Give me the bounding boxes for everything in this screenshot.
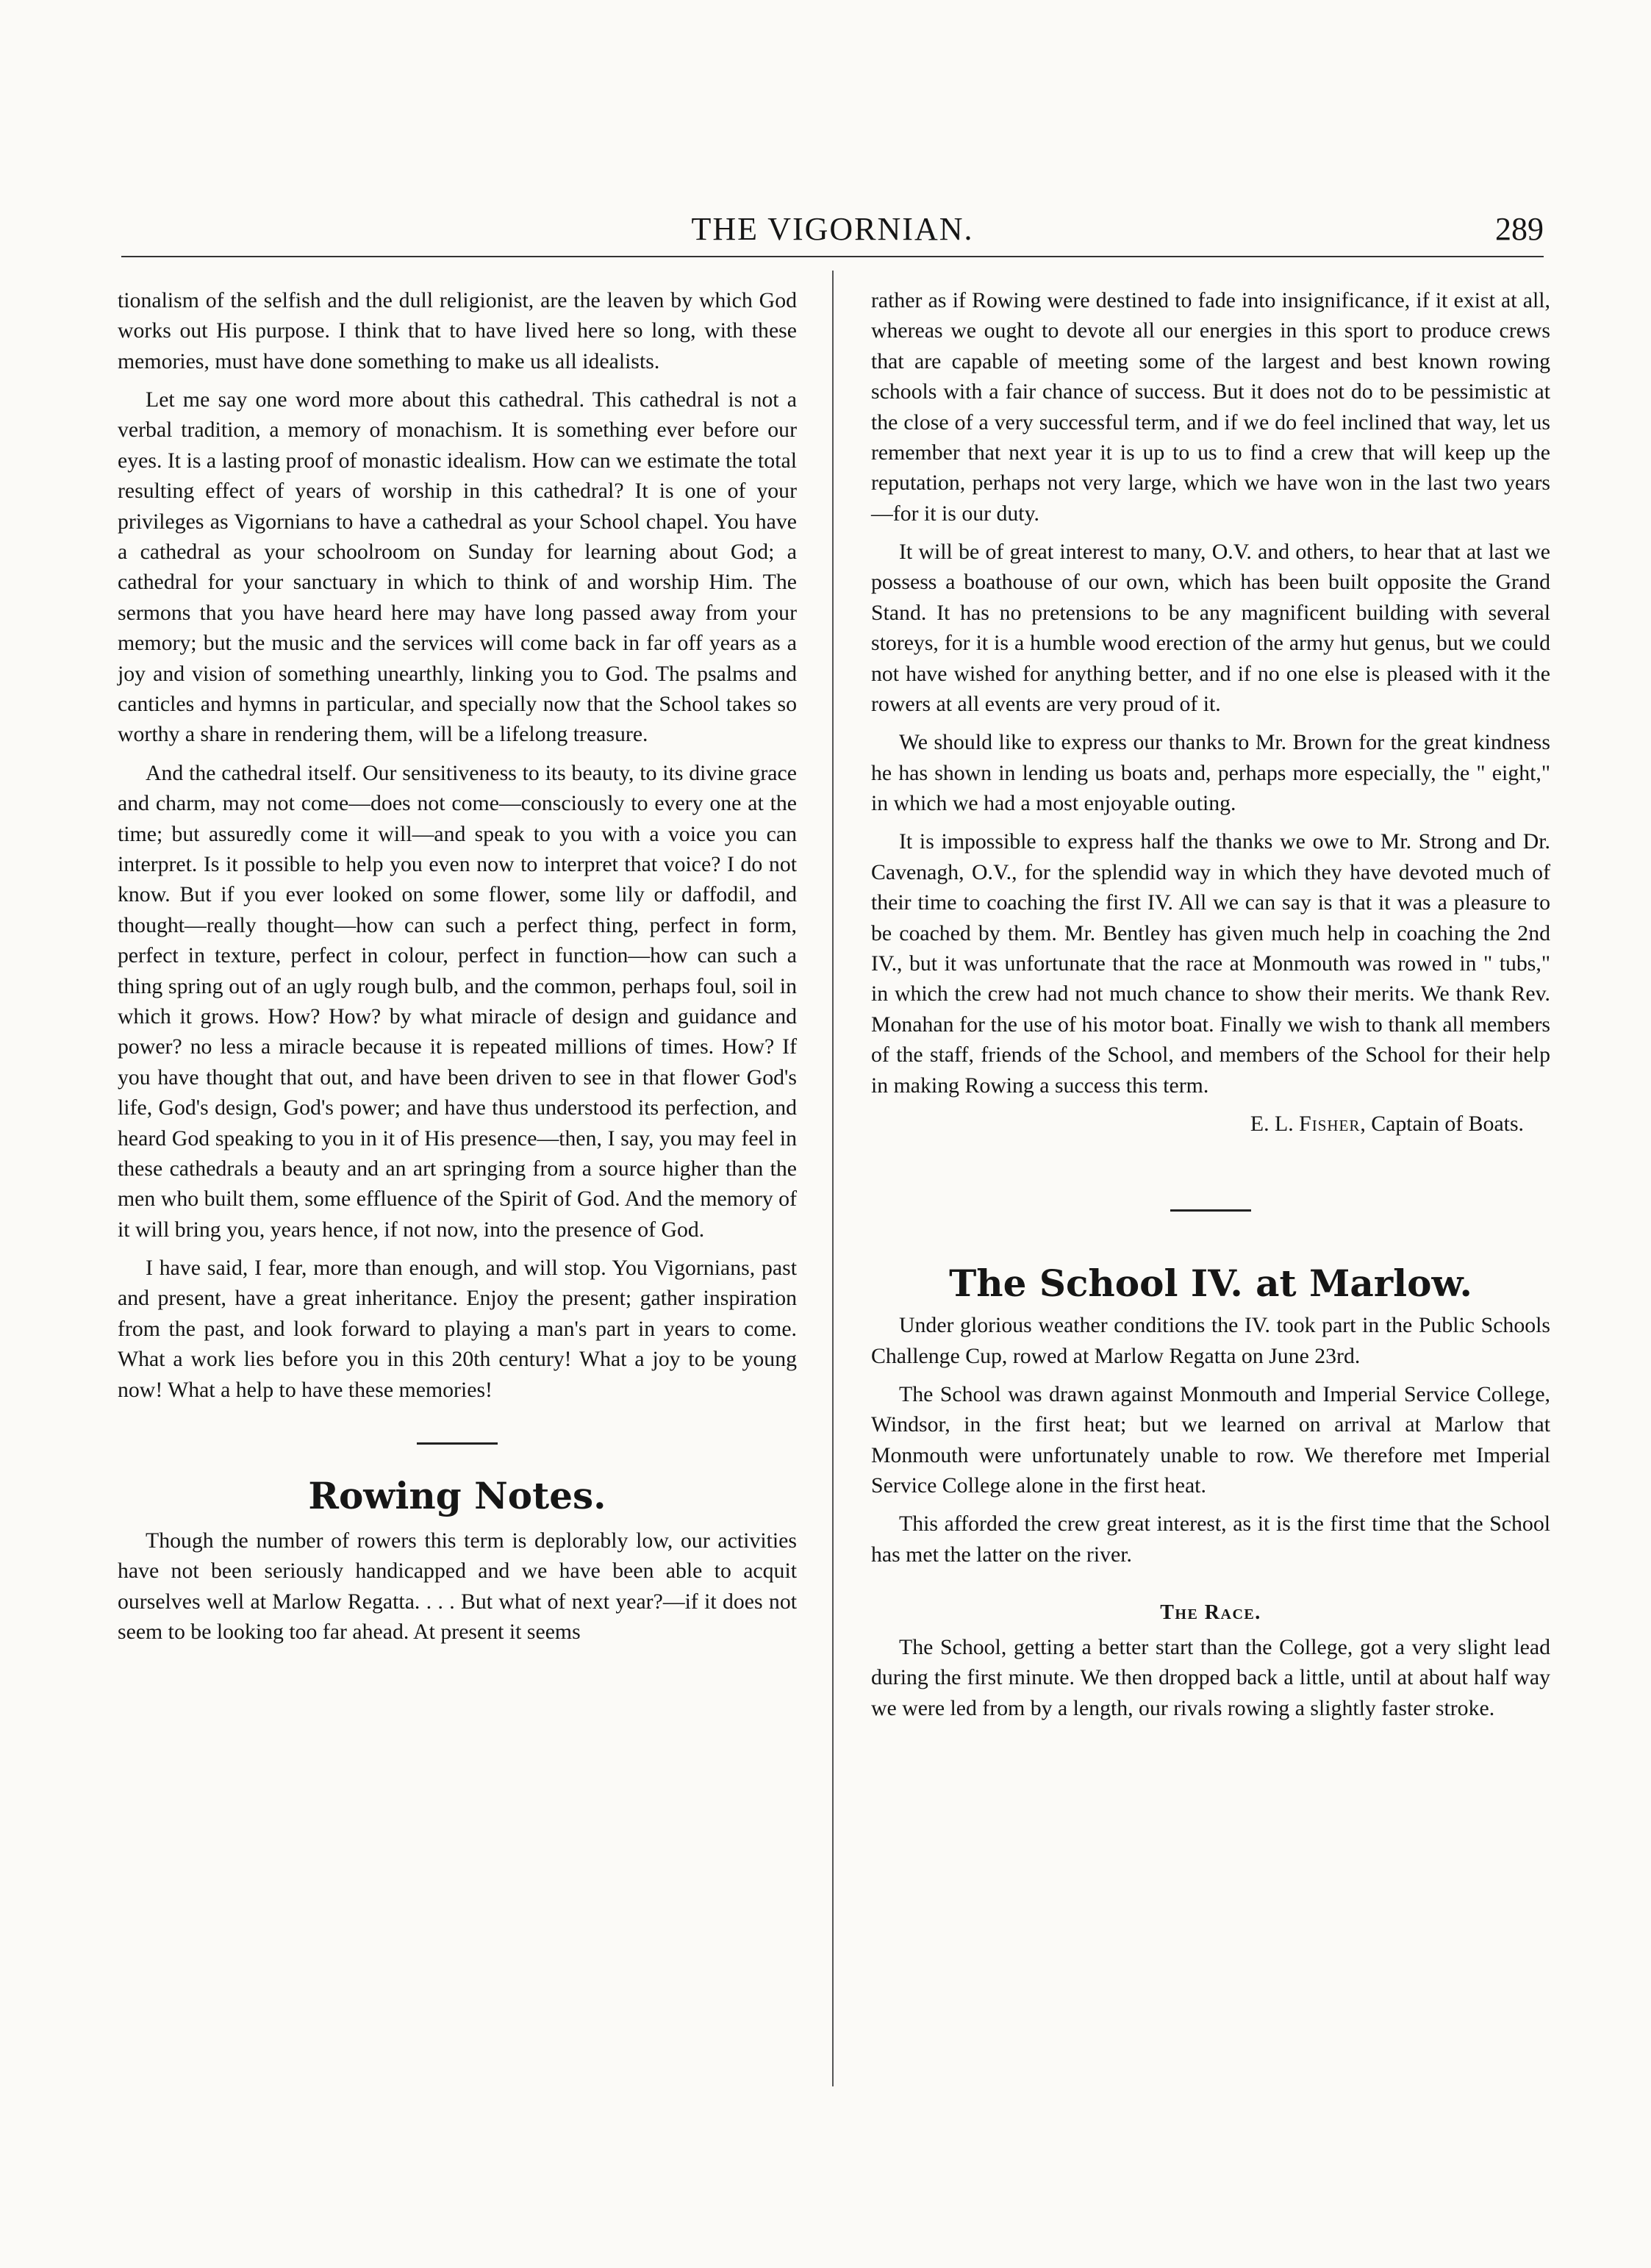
body-paragraph: We should like to express our thanks to Mr. Brown for the great kindness he has shown in lending us boats and, perhaps more especially, the " eight," in which we had a most enjoyable outing. — [871, 730, 1550, 816]
body-paragraph: It is impossible to express half the thanks we owe to Mr. Strong and Dr. Cavenagh, O.V., for the splendid way in which they have devoted much of their time to coaching the first IV. All we can say is that it was a pleasure to be coached by them. Mr. Bentley has given much help in coaching the 2nd IV., but it was unfortunate that the race at Monmouth was rowed in " tubs," in which the crew had not much chance to show their merits. We thank Rev. Monahan for the use of his motor boat. Finally we wish to thank all members of the staff, friends of the School, and members of the School for their help in making Rowing a success this term. — [871, 829, 1550, 1098]
body-paragraph: This afforded the crew great interest, as it is the first time that the School has met the latter on the river. — [871, 1512, 1550, 1567]
body-paragraph: The School was drawn against Monmouth and Imperial Service College, Windsor, in the first heat; but we learned on arrival at Marlow that Monmouth were unfortunately unable to row. We therefore met Imperial Service College alone in the first heat. — [871, 1381, 1550, 1498]
rowing-notes-heading: Rowing Notes. — [308, 1473, 606, 1517]
body-paragraph: rather as if Rowing were destined to fade into insignificance, if it exist at all, whereas we ought to devote all our energies in this sport to produce crews that are capable of meeting some of the largest and best known rowing schools with a fair chance of success. But it does not do to be pessimistic at the close of a very successful term, and if we do feel inclined that way, let us remember that next year it is up to us to find a crew that will keep up the reputation, perhaps not very large, which we have won in the last two years—for it is our duty. — [871, 288, 1550, 526]
race-subheading: The Race. — [1160, 1600, 1261, 1624]
signature-initials: E. L. — [1250, 1111, 1294, 1136]
left-column — [118, 285, 797, 1655]
signature-surname: Fisher — [1299, 1111, 1361, 1136]
body-paragraph: I have said, I fear, more than enough, and will stop. You Vigornians, past and present, have a great inheritance. Enjoy the present; gather inspiration from the past, and look forward to playing a man's part in years to come. What a work lies before you in this 20th century! What a joy to be young now! What a help to have these memories! — [118, 1255, 797, 1402]
body-paragraph: It will be of great interest to many, O.V. and others, to hear that at last we possess a boathouse of our own, which has been built opposite the Grand Stand. It has no pretensions to be any magnificent building with several storeys, for it is a humble wood erection of the army hut genus, but we could not have wished for anything better, and if no one else is pleased with it the rowers at all events are very proud of it. — [871, 540, 1550, 717]
right-column — [871, 285, 1550, 1731]
body-paragraph: Under glorious weather conditions the IV. took part in the Public Schools Challenge Cup, rowed at Marlow Regatta on June 23rd. — [871, 1313, 1550, 1368]
body-paragraph: tionalism of the selfish and the dull religionist, are the leaven by which God works out His purpose. I think that to have lived here so long, with these memories, must have done something to make us all idealists. — [118, 288, 797, 373]
body-paragraph: Let me say one word more about this cathedral. This cathedral is not a verbal tradition, a memory of monachism. It is something ever before our eyes. It is a lasting proof of monastic idealism. How can we estimate the total resulting effect of years of worship in this cathedral? It is one of your privileges as Vigornians to have a cathedral as your School chapel. You have a cathedral as your schoolroom on Sunday for learning about God; a cathedral for your sanctuary in which to think of and worship Him. The sermons that you have heard here may have long passed away from your memory; but the music and the services will come back in far off years as a joy and vision of something unearthly, linking you to God. The psalms and canticles and hymns in particular, and specially now that the School takes so worthy a share in rendering them, will be a lifelong treasure. — [118, 387, 797, 747]
marlow-heading: The School IV. at Marlow. — [949, 1262, 1472, 1306]
body-paragraph: And the cathedral itself. Our sensitiveness to its beauty, to its divine grace and charm, may not come—does not come—consciously to every one at the time; but assuredly come it will—and speak to you with a voice you can interpret. Is it possible to help you even now to interpret that voice? I do not know. But if you ever looked on some flower, some lily or daffodil, and thought—really thought—how can such a perfect thing, perfect in form, perfect in texture, perfect in colour, perfect in function—how can such a thing spring out of an ugly rough bulb, and the common, perhaps foul, soil in which it grows. How? How? by what miracle of design and guidance and power? no less a miracle because it is repeated millions of times. How? If you have thought that out, and have been driven to see in that flower God's life, God's design, God's power; and have thus understood its perfection, and heard God speaking to you in it of His presence—then, I say, you may feel in these cathedrals a beauty and an art springing from a source higher than the men who built them, some effluence of the Spirit of God. And the memory of it will bring you, years hence, if not now, into the presence of God. — [118, 760, 797, 1242]
body-paragraph: Though the number of rowers this term is deplorably low, our activities have not been seriously handicapped and we have been able to acquit ourselves well at Marlow Regatta. . . . But what of next year?—if it does not seem to be looking too far ahead. At present it seems — [118, 1528, 797, 1645]
author-signature — [871, 1109, 1524, 1139]
column-divider — [832, 271, 834, 2086]
journal-title: THE VIGORNIAN. — [691, 211, 974, 247]
running-head — [121, 212, 1544, 257]
signature-title: , Captain of Boats. — [1360, 1111, 1524, 1136]
body-paragraph: The School, getting a better start than the College, got a very slight lead during the first minute. We then dropped back a little, until at about half way we were led from by a length, our rivals rowing a slightly faster stroke. — [871, 1634, 1550, 1720]
page-number: 289 — [1495, 211, 1544, 247]
